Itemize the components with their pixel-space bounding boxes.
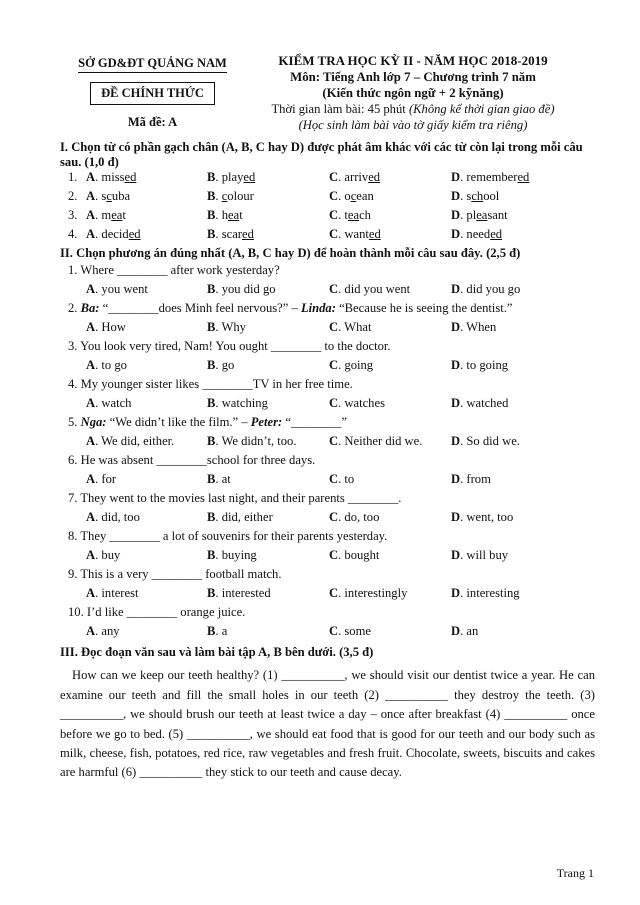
question-3-options bbox=[60, 358, 595, 377]
question-8: 8. They ________ a lot of souvenirs for their parents yesterday. bbox=[68, 529, 388, 544]
question-9: 9. This is a very ________ football match. bbox=[68, 567, 282, 582]
option-b: B. a bbox=[207, 624, 228, 639]
exam-content bbox=[60, 140, 595, 783]
header-right bbox=[258, 53, 568, 135]
option-d: D. will buy bbox=[451, 548, 509, 563]
exam-time: Thời gian làm bài: 45 phút (Không kể thời gian giao đề) bbox=[271, 102, 555, 117]
reading-passage: How can we keep our teeth healthy? (1) __________, we should visit our dentist twice a year. He can examine our teeth and fill the small holes in our teeth (2) __________ they destroy the teeth. (3) __________, we should brush our teeth at least twice a day – once after breakfast (4) __________ once before we go to bed. (5) __________, we should eat food that is good for our teeth and our body such as milk, cheese, fish, potatoes, red rice, raw vegetables and fresh fruit. Chocolate, sweets, biscuits and cakes are harmful (6) __________ they stick to our teeth and cause decay. bbox=[60, 668, 595, 780]
option-b: B. did, either bbox=[207, 510, 273, 525]
question-8-options bbox=[60, 548, 595, 567]
question-10: 10. I’d like ________ orange juice. bbox=[68, 605, 246, 620]
option-a: A. did, too bbox=[86, 510, 140, 525]
question-9-options bbox=[60, 586, 595, 605]
option-d: D. remembered bbox=[451, 170, 530, 185]
option-d: D. from bbox=[451, 472, 491, 487]
option-c: C. did you went bbox=[329, 282, 411, 297]
option-d: D. to going bbox=[451, 358, 509, 373]
exam-time-note: (Không kể thời gian giao đề) bbox=[408, 102, 555, 117]
option-b: B. played bbox=[207, 170, 256, 185]
section-1-items bbox=[60, 170, 595, 246]
question-5-options bbox=[60, 434, 595, 453]
option-d: D. an bbox=[451, 624, 479, 639]
question-6: 6. He was absent ________school for three days. bbox=[68, 453, 316, 468]
question-1: 1. Where ________ after work yesterday? bbox=[68, 263, 280, 278]
option-c: C. bought bbox=[329, 548, 380, 563]
item-number: 1. bbox=[68, 170, 78, 185]
option-c: C. to bbox=[329, 472, 355, 487]
option-b: B. go bbox=[207, 358, 235, 373]
option-c: C. some bbox=[329, 624, 371, 639]
header-left bbox=[60, 56, 245, 130]
option-d: D. So did we. bbox=[451, 434, 520, 449]
option-a: A. We did, either. bbox=[86, 434, 175, 449]
speaker-ba: Ba: bbox=[80, 301, 100, 316]
option-c: C. wanted bbox=[329, 227, 381, 242]
option-a: A. decided bbox=[86, 227, 141, 242]
exam-scope: (Kiến thức ngôn ngữ + 2 kỹnăng) bbox=[322, 85, 504, 100]
option-b: B. buying bbox=[207, 548, 257, 563]
option-d: D. pleasant bbox=[451, 208, 508, 223]
option-b: B. colour bbox=[207, 189, 254, 204]
option-c: C. What bbox=[329, 320, 372, 335]
option-b: B. Why bbox=[207, 320, 246, 335]
option-c: C. going bbox=[329, 358, 374, 373]
question-3: 3. You look very tired, Nam! You ought ________ to the doctor. bbox=[68, 339, 391, 354]
option-a: A. any bbox=[86, 624, 120, 639]
option-b: B. interested bbox=[207, 586, 271, 601]
question-6-options bbox=[60, 472, 595, 491]
pronunciation-item bbox=[60, 208, 595, 227]
option-a: A. for bbox=[86, 472, 117, 487]
question-4: 4. My younger sister likes ________TV in her free time. bbox=[68, 377, 353, 392]
exam-instruction: (Học sinh làm bài vào tờ giấy kiểm tra riêng) bbox=[298, 118, 528, 133]
option-a: A. scuba bbox=[86, 189, 131, 204]
speaker-peter: Peter: bbox=[250, 415, 283, 430]
question-7-options bbox=[60, 510, 595, 529]
exam-code: Mã đề: A bbox=[127, 115, 178, 129]
speaker-nga: Nga: bbox=[80, 415, 107, 430]
option-c: C. teach bbox=[329, 208, 371, 223]
option-d: D. school bbox=[451, 189, 500, 204]
option-c: C. interestingly bbox=[329, 586, 408, 601]
item-number: 3. bbox=[68, 208, 78, 223]
option-a: A. interest bbox=[86, 586, 139, 601]
option-a: A. to go bbox=[86, 358, 127, 373]
option-a: A. watch bbox=[86, 396, 132, 411]
option-b: B. heat bbox=[207, 208, 243, 223]
option-a: A. meat bbox=[86, 208, 126, 223]
option-d: D. interesting bbox=[451, 586, 520, 601]
pronunciation-item bbox=[60, 227, 595, 246]
option-b: B. scared bbox=[207, 227, 254, 242]
option-d: D. When bbox=[451, 320, 497, 335]
option-d: D. watched bbox=[451, 396, 509, 411]
section-2-title: II. Chọn phương án đúng nhất (A, B, C hay D) để hoàn thành mỗi câu sau đây. (2,5 đ) bbox=[60, 246, 521, 261]
option-b: B. We didn’t, too. bbox=[207, 434, 297, 449]
department-name: SỞ GD&ĐT QUẢNG NAM bbox=[78, 56, 227, 73]
pronunciation-item bbox=[60, 170, 595, 189]
option-d: D. needed bbox=[451, 227, 503, 242]
official-label: ĐỀ CHÍNH THỨC bbox=[90, 82, 215, 105]
option-a: A. buy bbox=[86, 548, 121, 563]
question-5: 5. Nga: “We didn’t like the film.” – Peter: “________” bbox=[68, 415, 347, 430]
option-c: C. watches bbox=[329, 396, 385, 411]
option-d: D. went, too bbox=[451, 510, 514, 525]
page-number: Trang 1 bbox=[556, 866, 594, 880]
speaker-linda: Linda: bbox=[300, 301, 336, 316]
question-10-options bbox=[60, 624, 595, 643]
section-1-title: I. Chọn từ có phần gạch chân (A, B, C hay D) được phát âm khác với các từ còn lại trong mỗi câu sau. (1,0 đ) bbox=[60, 140, 583, 170]
option-d: D. did you go bbox=[451, 282, 521, 297]
question-7: 7. They went to the movies last night, and their parents ________. bbox=[68, 491, 402, 506]
option-c: C. ocean bbox=[329, 189, 374, 204]
question-1-options bbox=[60, 282, 595, 301]
item-number: 4. bbox=[68, 227, 78, 242]
item-number: 2. bbox=[68, 189, 78, 204]
pronunciation-item bbox=[60, 189, 595, 208]
question-2-options bbox=[60, 320, 595, 339]
option-c: C. Neither did we. bbox=[329, 434, 423, 449]
option-a: A. you went bbox=[86, 282, 148, 297]
question-2: 2. Ba: “________does Minh feel nervous?” – Linda: “Because he is seeing the dentist.” bbox=[68, 301, 513, 316]
option-b: B. at bbox=[207, 472, 231, 487]
option-a: A. How bbox=[86, 320, 126, 335]
section-3-title: III. Đọc đoạn văn sau và làm bài tập A, B bên dưới. (3,5 đ) bbox=[60, 645, 374, 660]
option-b: B. you did go bbox=[207, 282, 276, 297]
option-b: B. watching bbox=[207, 396, 268, 411]
option-a: A. missed bbox=[86, 170, 137, 185]
option-c: C. arrived bbox=[329, 170, 381, 185]
exam-title: KIỂM TRA HỌC KỲ II - NĂM HỌC 2018-2019 bbox=[278, 53, 548, 68]
exam-subject: Môn: Tiếng Anh lớp 7 – Chương trình 7 năm bbox=[290, 69, 536, 84]
question-4-options bbox=[60, 396, 595, 415]
option-c: C. do, too bbox=[329, 510, 380, 525]
